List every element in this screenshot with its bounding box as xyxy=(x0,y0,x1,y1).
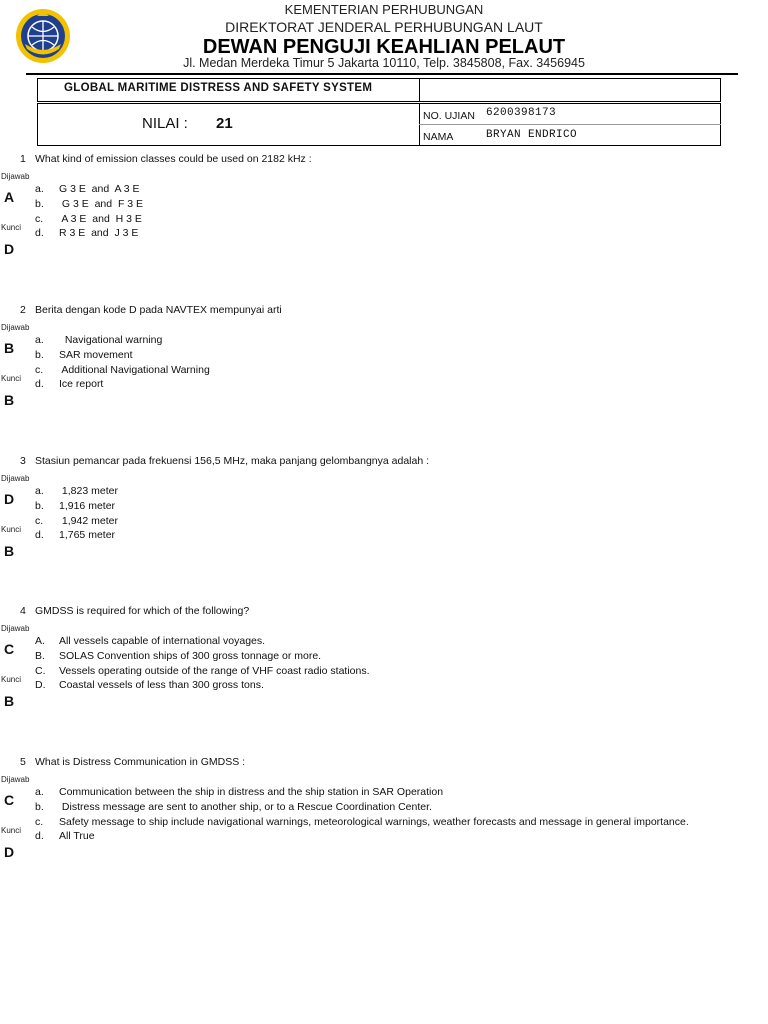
answered-label: Dijawab xyxy=(1,624,30,633)
answered-value: C xyxy=(4,641,15,657)
option-c: C. Vessels operating outside of the range of VHF coast radio stations. xyxy=(35,665,370,677)
question-1 xyxy=(0,153,768,303)
option-d: d. All True xyxy=(35,830,95,842)
key-label: Kunci xyxy=(1,675,22,684)
option-d: d. 1,765 meter xyxy=(35,529,116,541)
answered-value: B xyxy=(4,340,15,356)
option-c: c. Additional Navigational Warning xyxy=(35,364,210,376)
answered-label: Dijawab xyxy=(1,323,30,332)
option-a: a. Communication between the ship in distress and the ship station in SAR Operation xyxy=(35,786,444,798)
header-divider xyxy=(26,73,738,75)
question-text: What is Distress Communication in GMDSS : xyxy=(35,756,246,768)
question-2 xyxy=(0,304,768,454)
option-d: d. Ice report xyxy=(35,378,104,390)
key-label: Kunci xyxy=(1,826,22,835)
option-b: b. Distress message are sent to another ship, or to a Rescue Coordination Center. xyxy=(35,801,432,813)
question-4 xyxy=(0,605,768,755)
key-label: Kunci xyxy=(1,525,22,534)
question-text: What kind of emission classes could be used on 2182 kHz : xyxy=(35,153,312,165)
option-b: b. G 3 E and F 3 E xyxy=(35,198,144,210)
board-name: DEWAN PENGUJI KEAHLIAN PELAUT xyxy=(202,36,566,58)
key-value: D xyxy=(4,844,15,860)
question-number: 2 xyxy=(20,304,26,316)
option-c: c. A 3 E and H 3 E xyxy=(35,213,142,225)
name-value: BRYAN ENDRICO xyxy=(486,129,578,141)
score-label: NILAI : xyxy=(142,115,188,132)
key-label: Kunci xyxy=(1,374,22,383)
key-value: B xyxy=(4,392,15,408)
option-a: A. All vessels capable of international voyages. xyxy=(35,635,266,647)
answered-value: A xyxy=(4,189,15,205)
option-a: a. Navigational warning xyxy=(35,334,163,346)
option-b: B. SOLAS Convention ships of 300 gross tonnage or more. xyxy=(35,650,322,662)
name-label: NAMA xyxy=(423,131,454,143)
answered-label: Dijawab xyxy=(1,172,30,181)
candidate-box-divider xyxy=(419,124,721,125)
subject-title: GLOBAL MARITIME DISTRESS AND SAFETY SYSTEM xyxy=(64,82,373,94)
question-text: Stasiun pemancar pada frekuensi 156,5 MHz, maka panjang gelombangnya adalah : xyxy=(35,455,430,467)
question-number: 3 xyxy=(20,455,26,467)
key-value: B xyxy=(4,543,15,559)
option-b: b. 1,916 meter xyxy=(35,500,116,512)
answered-value: D xyxy=(4,491,15,507)
address-line: Jl. Medan Merdeka Timur 5 Jakarta 10110, Telp. 3845808, Fax. 3456945 xyxy=(183,56,585,70)
directorate-name: DIREKTORAT JENDERAL PERHUBUNGAN LAUT xyxy=(225,19,543,35)
question-5 xyxy=(0,756,768,906)
option-d: D. Coastal vessels of less than 300 gross tons. xyxy=(35,679,264,691)
option-a: a. 1,823 meter xyxy=(35,485,118,497)
question-number: 1 xyxy=(20,153,26,165)
exam-number-label: NO. UJIAN xyxy=(423,110,475,122)
answered-label: Dijawab xyxy=(1,775,30,784)
option-a: a. G 3 E and A 3 E xyxy=(35,183,140,195)
key-label: Kunci xyxy=(1,223,22,232)
score-value: 21 xyxy=(216,115,233,132)
key-value: B xyxy=(4,693,15,709)
answered-value: C xyxy=(4,792,15,808)
question-number: 4 xyxy=(20,605,26,617)
ministry-name: KEMENTERIAN PERHUBUNGAN xyxy=(284,2,484,17)
answered-label: Dijawab xyxy=(1,474,30,483)
key-value: D xyxy=(4,241,15,257)
question-text: Berita dengan kode D pada NAVTEX mempunyai arti xyxy=(35,304,282,316)
exam-number-value: 6200398173 xyxy=(486,107,557,119)
subject-side-box xyxy=(419,78,721,102)
option-d: d. R 3 E and J 3 E xyxy=(35,227,139,239)
option-c: c. 1,942 meter xyxy=(35,515,118,527)
question-number: 5 xyxy=(20,756,26,768)
option-b: b. SAR movement xyxy=(35,349,133,361)
question-text: GMDSS is required for which of the following? xyxy=(35,605,250,617)
question-3 xyxy=(0,455,768,605)
option-c: c. Safety message to ship include navigational warnings, meteorological warnings, weather forecasts and message in general importance. xyxy=(35,816,689,828)
